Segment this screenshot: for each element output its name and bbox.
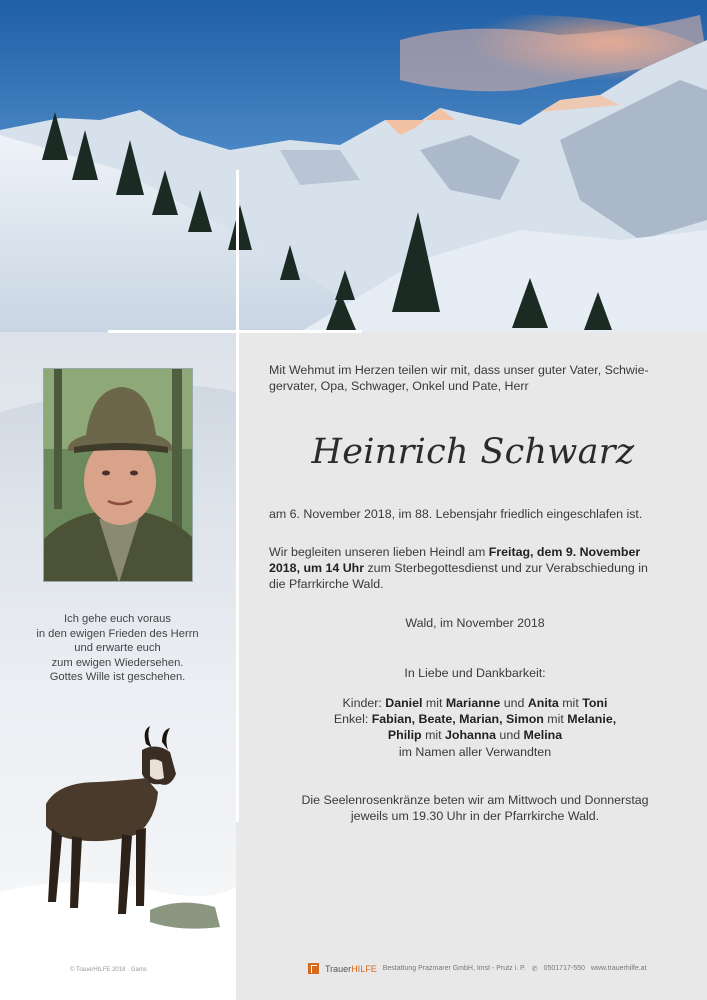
rosary-text: Die Seelenrosenkränze beten wir am Mittwoch und Donnerstag jeweils um 19.30 Uhr in der Pfarrkirche Wald.: [301, 793, 649, 824]
obituary-text-panel: [239, 332, 707, 1000]
passing-text: am 6. November 2018, im 88. Lebensjahr friedlich eingeschlafen ist.: [269, 507, 643, 521]
cross-horizontal-bar: [108, 330, 362, 333]
brand-name: TrauerHILFE: [325, 963, 377, 974]
company-name: Bestattung Prazmarer GmbH, Imst - Prutz i. P.: [382, 965, 526, 972]
phone-icon: ✆: [531, 965, 538, 973]
trauerhilfe-logo-icon: [308, 963, 319, 974]
website-link[interactable]: www.trauerhilfe.at: [590, 965, 647, 972]
closing-text: In Liebe und Dankbarkeit:: [404, 666, 546, 680]
verse-line: Ich gehe euch voraus: [64, 613, 171, 625]
mountain-landscape-photo: [0, 0, 707, 332]
portrait-photo: [43, 368, 193, 582]
deceased-name: Heinrich Schwarz: [311, 432, 635, 472]
phone-number: 0501717-550: [543, 965, 585, 972]
verse-line: und erwarte euch: [74, 642, 161, 654]
verse-line: Gottes Wille ist geschehen.: [49, 671, 186, 683]
cross-vertical-bar: [236, 170, 239, 822]
funeral-text: Wir begleiten unseren lieben Heindl am Freitag, dem 9. November 2018, um 14 Uhr zum Sterbegottesdienst und zur Verabschiedung in die Pfarrkirche Wald.: [269, 545, 648, 592]
photo-copyright: © TrauerHILFE 2018 · Gams: [70, 967, 147, 973]
intro-text: Mit Wehmut im Herzen teilen wir mit, dass unser guter Vater, Schwie- gervater, Opa, Schwager, Onkel und Pate, Herr: [269, 363, 649, 394]
family-list: Kinder: Daniel mit Marianne und Anita mit Toni Enkel: Fabian, Beate, Marian, Simon mit Melanie, Philip mit Johanna und Melina im Namen aller Verwandten: [333, 696, 617, 759]
place-date: Wald, im November 2018: [405, 616, 545, 630]
footer: [308, 963, 647, 974]
memorial-verse: [10, 612, 225, 685]
verse-line: zum ewigen Wiedersehen.: [51, 656, 184, 669]
chamois-image: [38, 726, 180, 926]
verse-line: in den ewigen Frieden des Herrn: [36, 627, 199, 640]
